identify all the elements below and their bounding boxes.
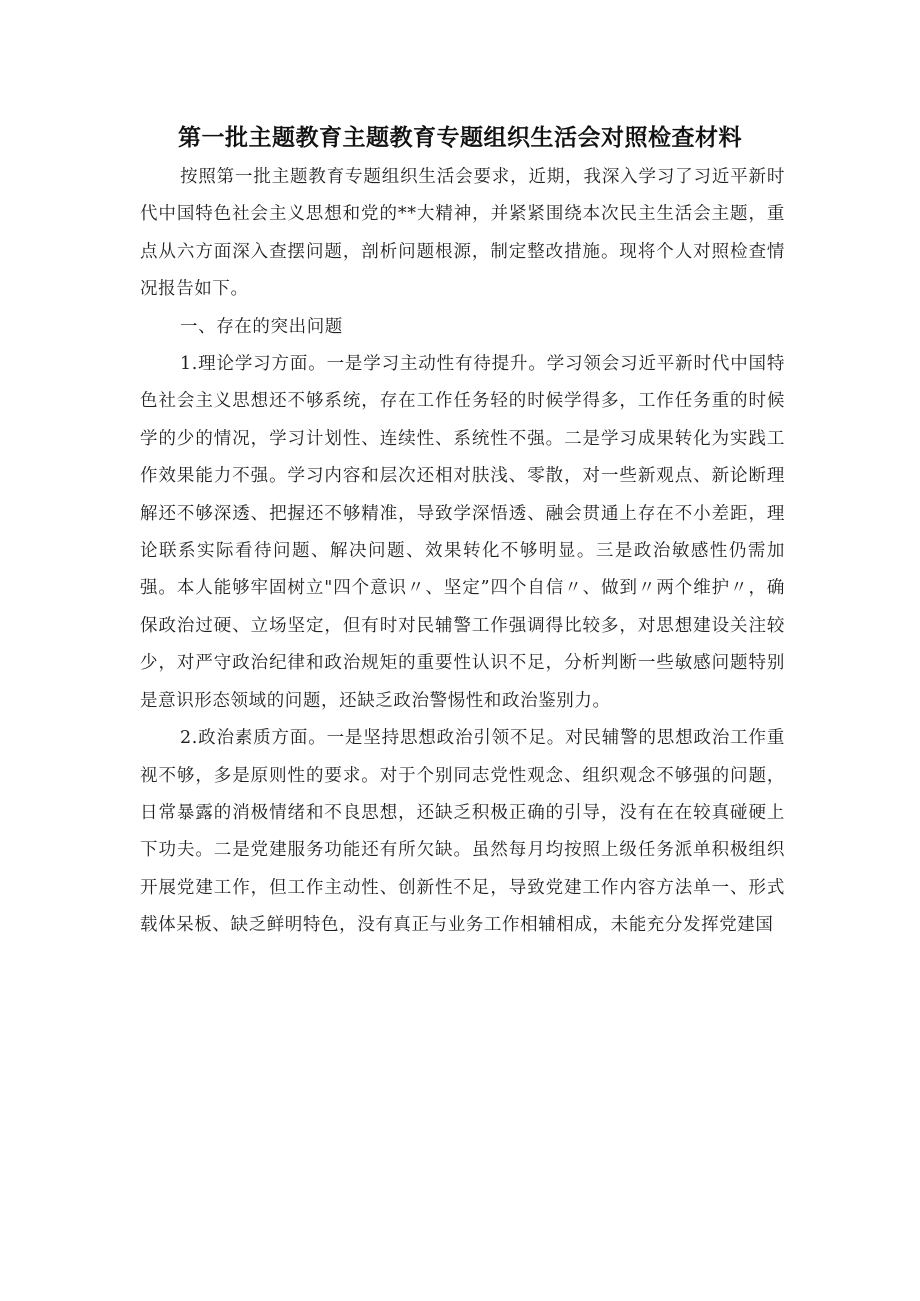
intro-paragraph: 按照第一批主题教育专题组织生活会要求，近期，我深入学习了习近平新时代中国特色社会主义思想和党的**大精神，并紧紧围绕本次民主生活会主题，重点从六方面深入查摆问题，剖析问题根源，制定整改措施。现将个人对照检查情况报告如下。 xyxy=(140,167,785,300)
item-1-paragraph: 1.理论学习方面。一是学习主动性有待提升。学习领会习近平新时代中国特色社会主义思想还不够系统，存在工作任务轻的时候学得多，工作任务重的时候学的少的情况，学习计划性、连续性、系统性不强。二是学习成果转化为实践工作效果能力不强。学习内容和层次还相对肤浅、零散，对一些新观点、新论断理解还不够深透、把握还不够精准，导致学深悟透、融会贯通上存在不小差距，理论联系实际看待问题、解决问题、效果转化不够明显。三是政治敏感性仍需加强。本人能够牢固树立"四个意识〃、坚定”四个自信〃、做到〃两个维护〃，确保政治过硬、立场坚定，但有时对民辅警工作强调得比较多，对思想建设关注较少，对严守政治纪律和政治规矩的重要性认识不足，分析判断一些敏感问题特别是意识形态领域的问题，还缺乏政治警惕性和政治鉴别力。 xyxy=(140,354,785,711)
section-heading-problems: 一、存在的突出问题 xyxy=(180,316,343,337)
document-body xyxy=(140,159,785,945)
item-2-paragraph: 2.政治素质方面。一是坚持思想政治引领不足。对民辅警的思想政治工作重视不够，多是原则性的要求。对于个别同志党性观念、组织观念不够强的问题，日常暴露的消极情绪和不良思想，还缺乏积极正确的引导，没有在在较真碰硬上下功夫。二是党建服务功能还有所欠缺。虽然每月均按照上级任务派单积极组织开展党建工作，但工作主动性、创新性不足，导致党建工作内容方法单一、形式载体呆板、缺乏鲜明特色，没有真正与业务工作相辅相成，未能充分发挥党建国 xyxy=(140,728,785,936)
document-title: 第一批主题教育主题教育专题组织生活会对照检查材料 xyxy=(178,125,742,151)
